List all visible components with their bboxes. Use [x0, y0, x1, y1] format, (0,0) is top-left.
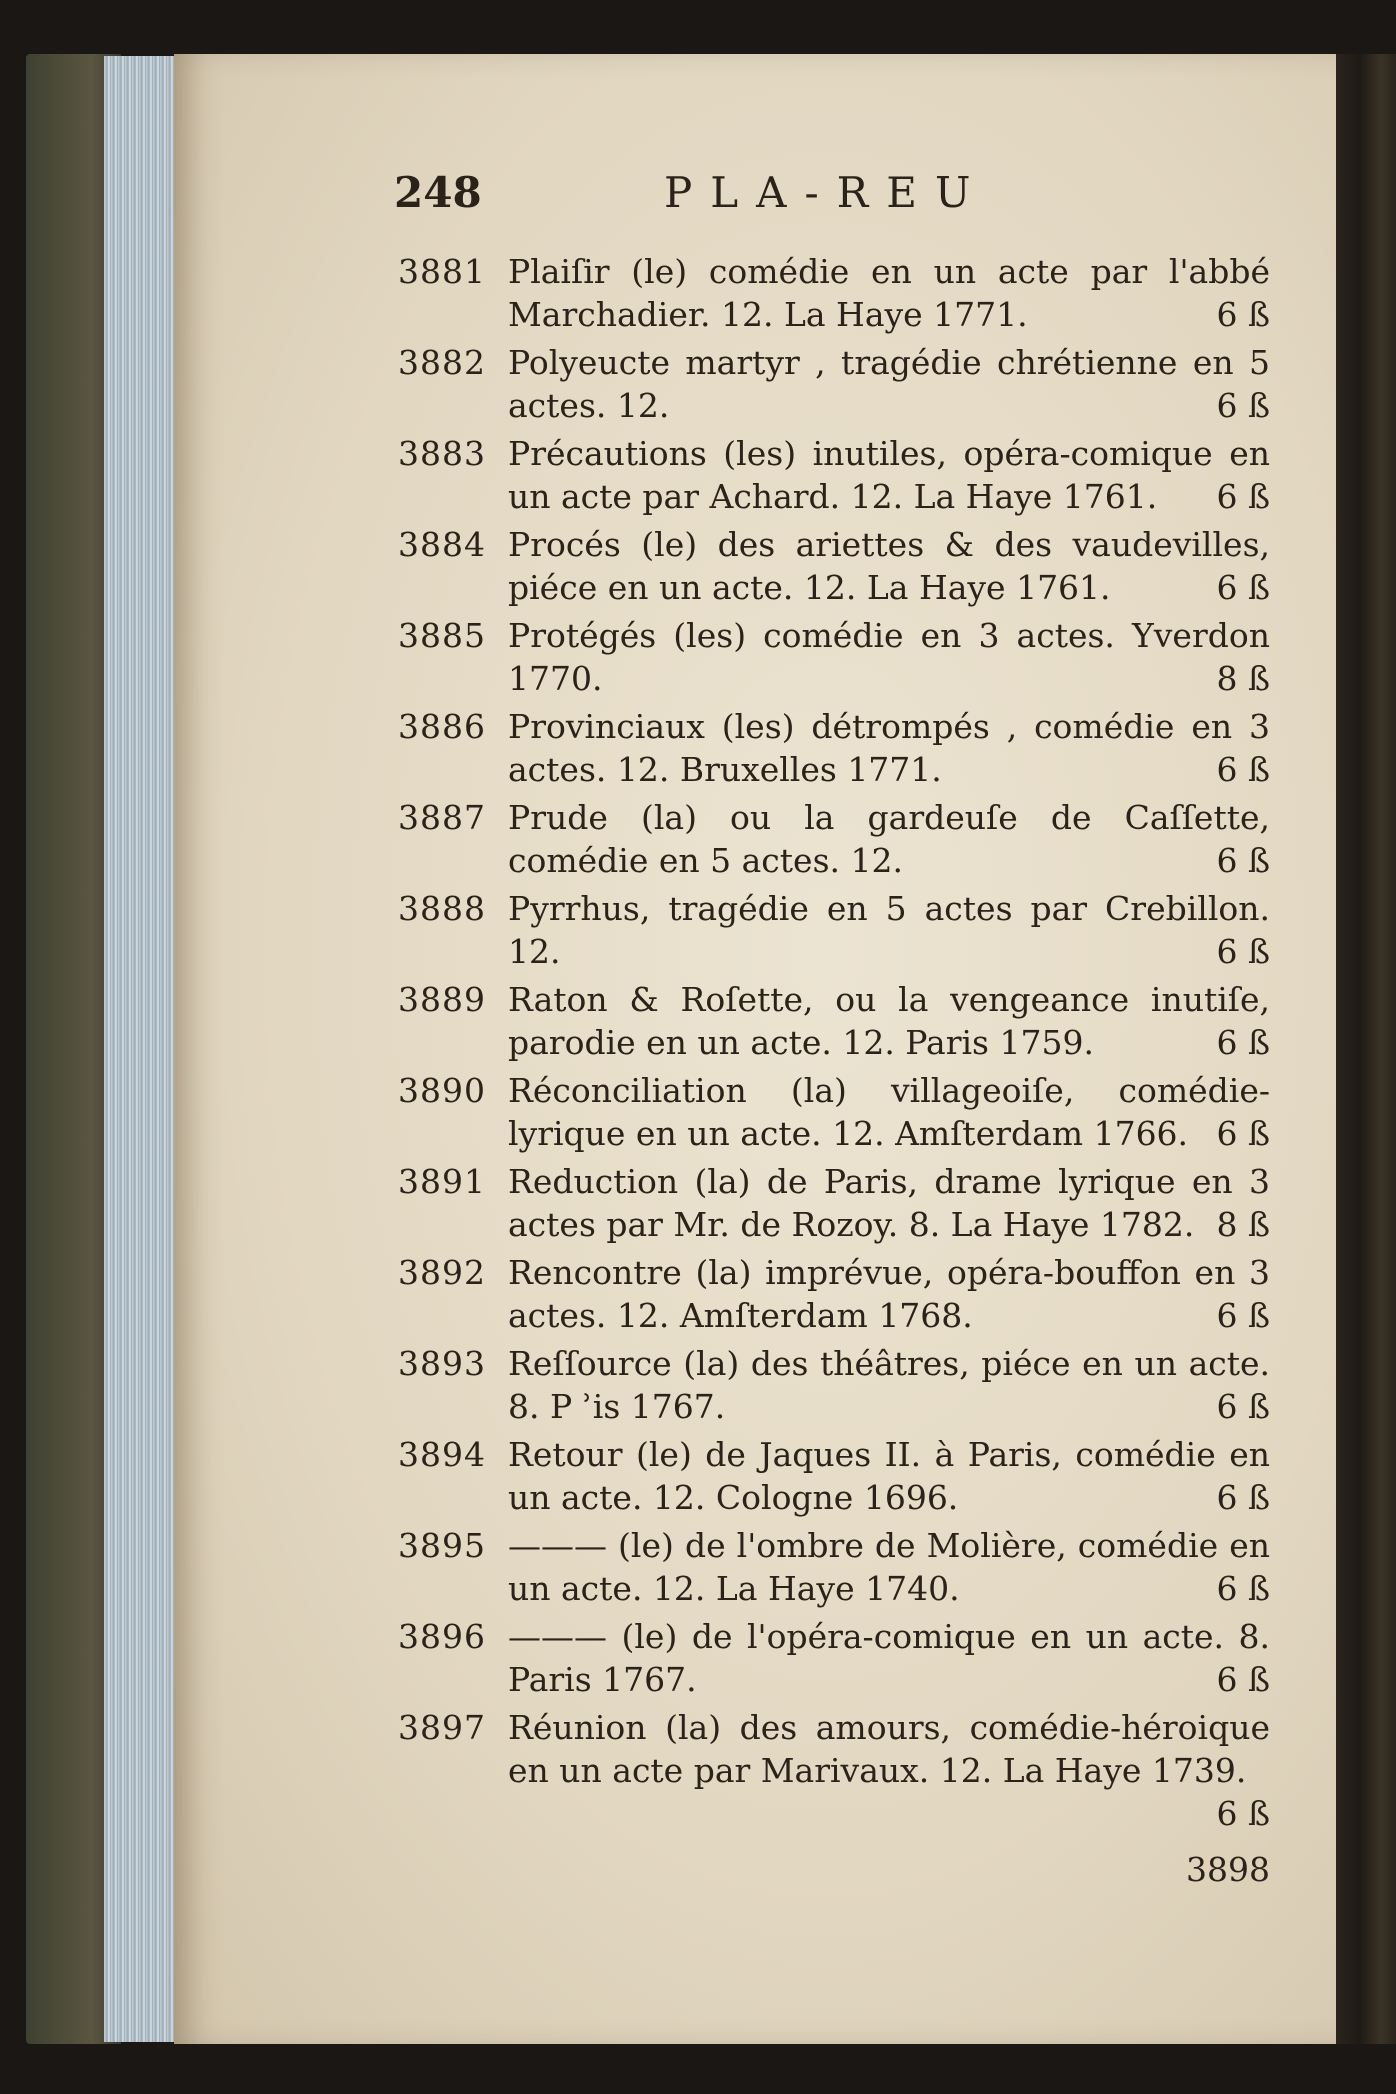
entry-price: 6 ß: [1216, 477, 1270, 516]
entry-price: 6 ß: [1216, 1660, 1270, 1699]
catalog-entry: [398, 1706, 1270, 1833]
page-number: 248: [394, 168, 482, 217]
entry-text: ——— (le) de l'opéra-comique en un acte. 8. Paris 1767.: [508, 1617, 1270, 1699]
entry-text: Protégés (les) comédie en 3 actes. Yverdon 1770.: [508, 616, 1270, 698]
entry-price: 6 ß: [1216, 1794, 1270, 1833]
running-head: PLA-REU: [664, 168, 989, 217]
entry-price: 6 ß: [1216, 568, 1270, 607]
entry-price: 6 ß: [1216, 841, 1270, 880]
catalog-entry: [398, 1524, 1270, 1610]
entry-price: 6 ß: [1216, 1114, 1270, 1153]
entry-price: 6 ß: [1216, 1296, 1270, 1335]
entry-number: 3884: [398, 525, 486, 564]
book-gutter: [1336, 54, 1396, 2044]
catalog-entry: [398, 1160, 1270, 1246]
entry-text: Procés (le) des ariettes & des vaudevilles, piéce en un acte. 12. La Haye 1761.: [508, 525, 1270, 607]
page-header: [394, 168, 1274, 228]
catchword: 3898: [1186, 1850, 1270, 1889]
entry-text: Provinciaux (les) détrompés , comédie en 3 actes. 12. Bruxelles 1771.: [508, 707, 1270, 789]
catalog-entry: [398, 614, 1270, 700]
entry-price: 8 ß: [1216, 659, 1270, 698]
entry-text: Rencontre (la) imprévue, opéra-bouffon en 3 actes. 12. Amſterdam 1768.: [508, 1253, 1270, 1335]
entry-price: 6 ß: [1216, 295, 1270, 334]
entry-number: 3885: [398, 616, 486, 655]
entry-price: 6 ß: [1216, 1387, 1270, 1426]
entry-number: 3881: [398, 252, 486, 291]
entry-number: 3893: [398, 1344, 486, 1383]
catalog-entry: [398, 1251, 1270, 1337]
catalog-entry: [398, 887, 1270, 973]
entry-price: 6 ß: [1216, 1478, 1270, 1517]
catalog-entry: [398, 1433, 1270, 1519]
entry-number: 3890: [398, 1071, 486, 1110]
catalog-entry: [398, 978, 1270, 1064]
catalog-entry: [398, 1342, 1270, 1428]
entry-number: 3894: [398, 1435, 486, 1474]
entry-price: 8 ß: [1216, 1205, 1270, 1244]
entry-text: Plaiſir (le) comédie en un acte par l'abbé Marchadier. 12. La Haye 1771.: [508, 252, 1270, 334]
entry-price: 6 ß: [1216, 932, 1270, 971]
entry-text: Raton & Roſette, ou la vengeance inutiſe, parodie en un acte. 12. Paris 1759.: [508, 980, 1270, 1062]
entry-number: 3892: [398, 1253, 486, 1292]
entry-number: 3897: [398, 1708, 486, 1747]
entry-number: 3891: [398, 1162, 486, 1201]
catalog-entry: [398, 1069, 1270, 1155]
entry-text: Prude (la) ou la gardeuſe de Caſſette, comédie en 5 actes. 12.: [508, 798, 1270, 880]
entry-text: Précautions (les) inutiles, opéra-comique en un acte par Achard. 12. La Haye 1761.: [508, 434, 1270, 516]
catalog-entry: [398, 523, 1270, 609]
entry-number: 3887: [398, 798, 486, 837]
entry-price: 6 ß: [1216, 750, 1270, 789]
entry-price: 6 ß: [1216, 1023, 1270, 1062]
entry-price: 6 ß: [1216, 386, 1270, 425]
entry-price: 6 ß: [1216, 1569, 1270, 1608]
catalog-entry: [398, 1615, 1270, 1701]
entry-number: 3883: [398, 434, 486, 473]
catalog-entry: [398, 250, 1270, 336]
entry-text: Réconciliation (la) villageoiſe, comédie-lyrique en un acte. 12. Amſterdam 1766.: [508, 1071, 1270, 1153]
entry-text: Polyeucte martyr , tragédie chrétienne en 5 actes. 12.: [508, 343, 1270, 425]
entry-text: Reduction (la) de Paris, drame lyrique en 3 actes par Mr. de Rozoy. 8. La Haye 1782.: [508, 1162, 1270, 1244]
entry-text: Reſſource (la) des théâtres, piéce en un acte. 8. P ʾis 1767.: [508, 1344, 1270, 1426]
entry-number: 3896: [398, 1617, 486, 1656]
entry-number: 3889: [398, 980, 486, 1019]
entry-text: Pyrrhus, tragédie en 5 actes par Crebillon. 12.: [508, 889, 1270, 971]
entry-number: 3895: [398, 1526, 486, 1565]
entry-text: ——— (le) de l'ombre de Molière, comédie en un acte. 12. La Haye 1740.: [508, 1526, 1270, 1608]
catalog-entries: [398, 250, 1270, 1835]
entry-number: 3888: [398, 889, 486, 928]
entry-text: Retour (le) de Jaques II. à Paris, comédie en un acte. 12. Cologne 1696.: [508, 1435, 1270, 1517]
catalog-entry: [398, 796, 1270, 882]
entry-number: 3882: [398, 343, 486, 382]
catalog-entry: [398, 341, 1270, 427]
page-block-edges: [104, 56, 176, 2042]
entry-text: Réunion (la) des amours, comédie-héroique en un acte par Marivaux. 12. La Haye 1739.: [508, 1708, 1270, 1790]
entry-number: 3886: [398, 707, 486, 746]
catalog-entry: [398, 705, 1270, 791]
catalog-entry: [398, 432, 1270, 518]
